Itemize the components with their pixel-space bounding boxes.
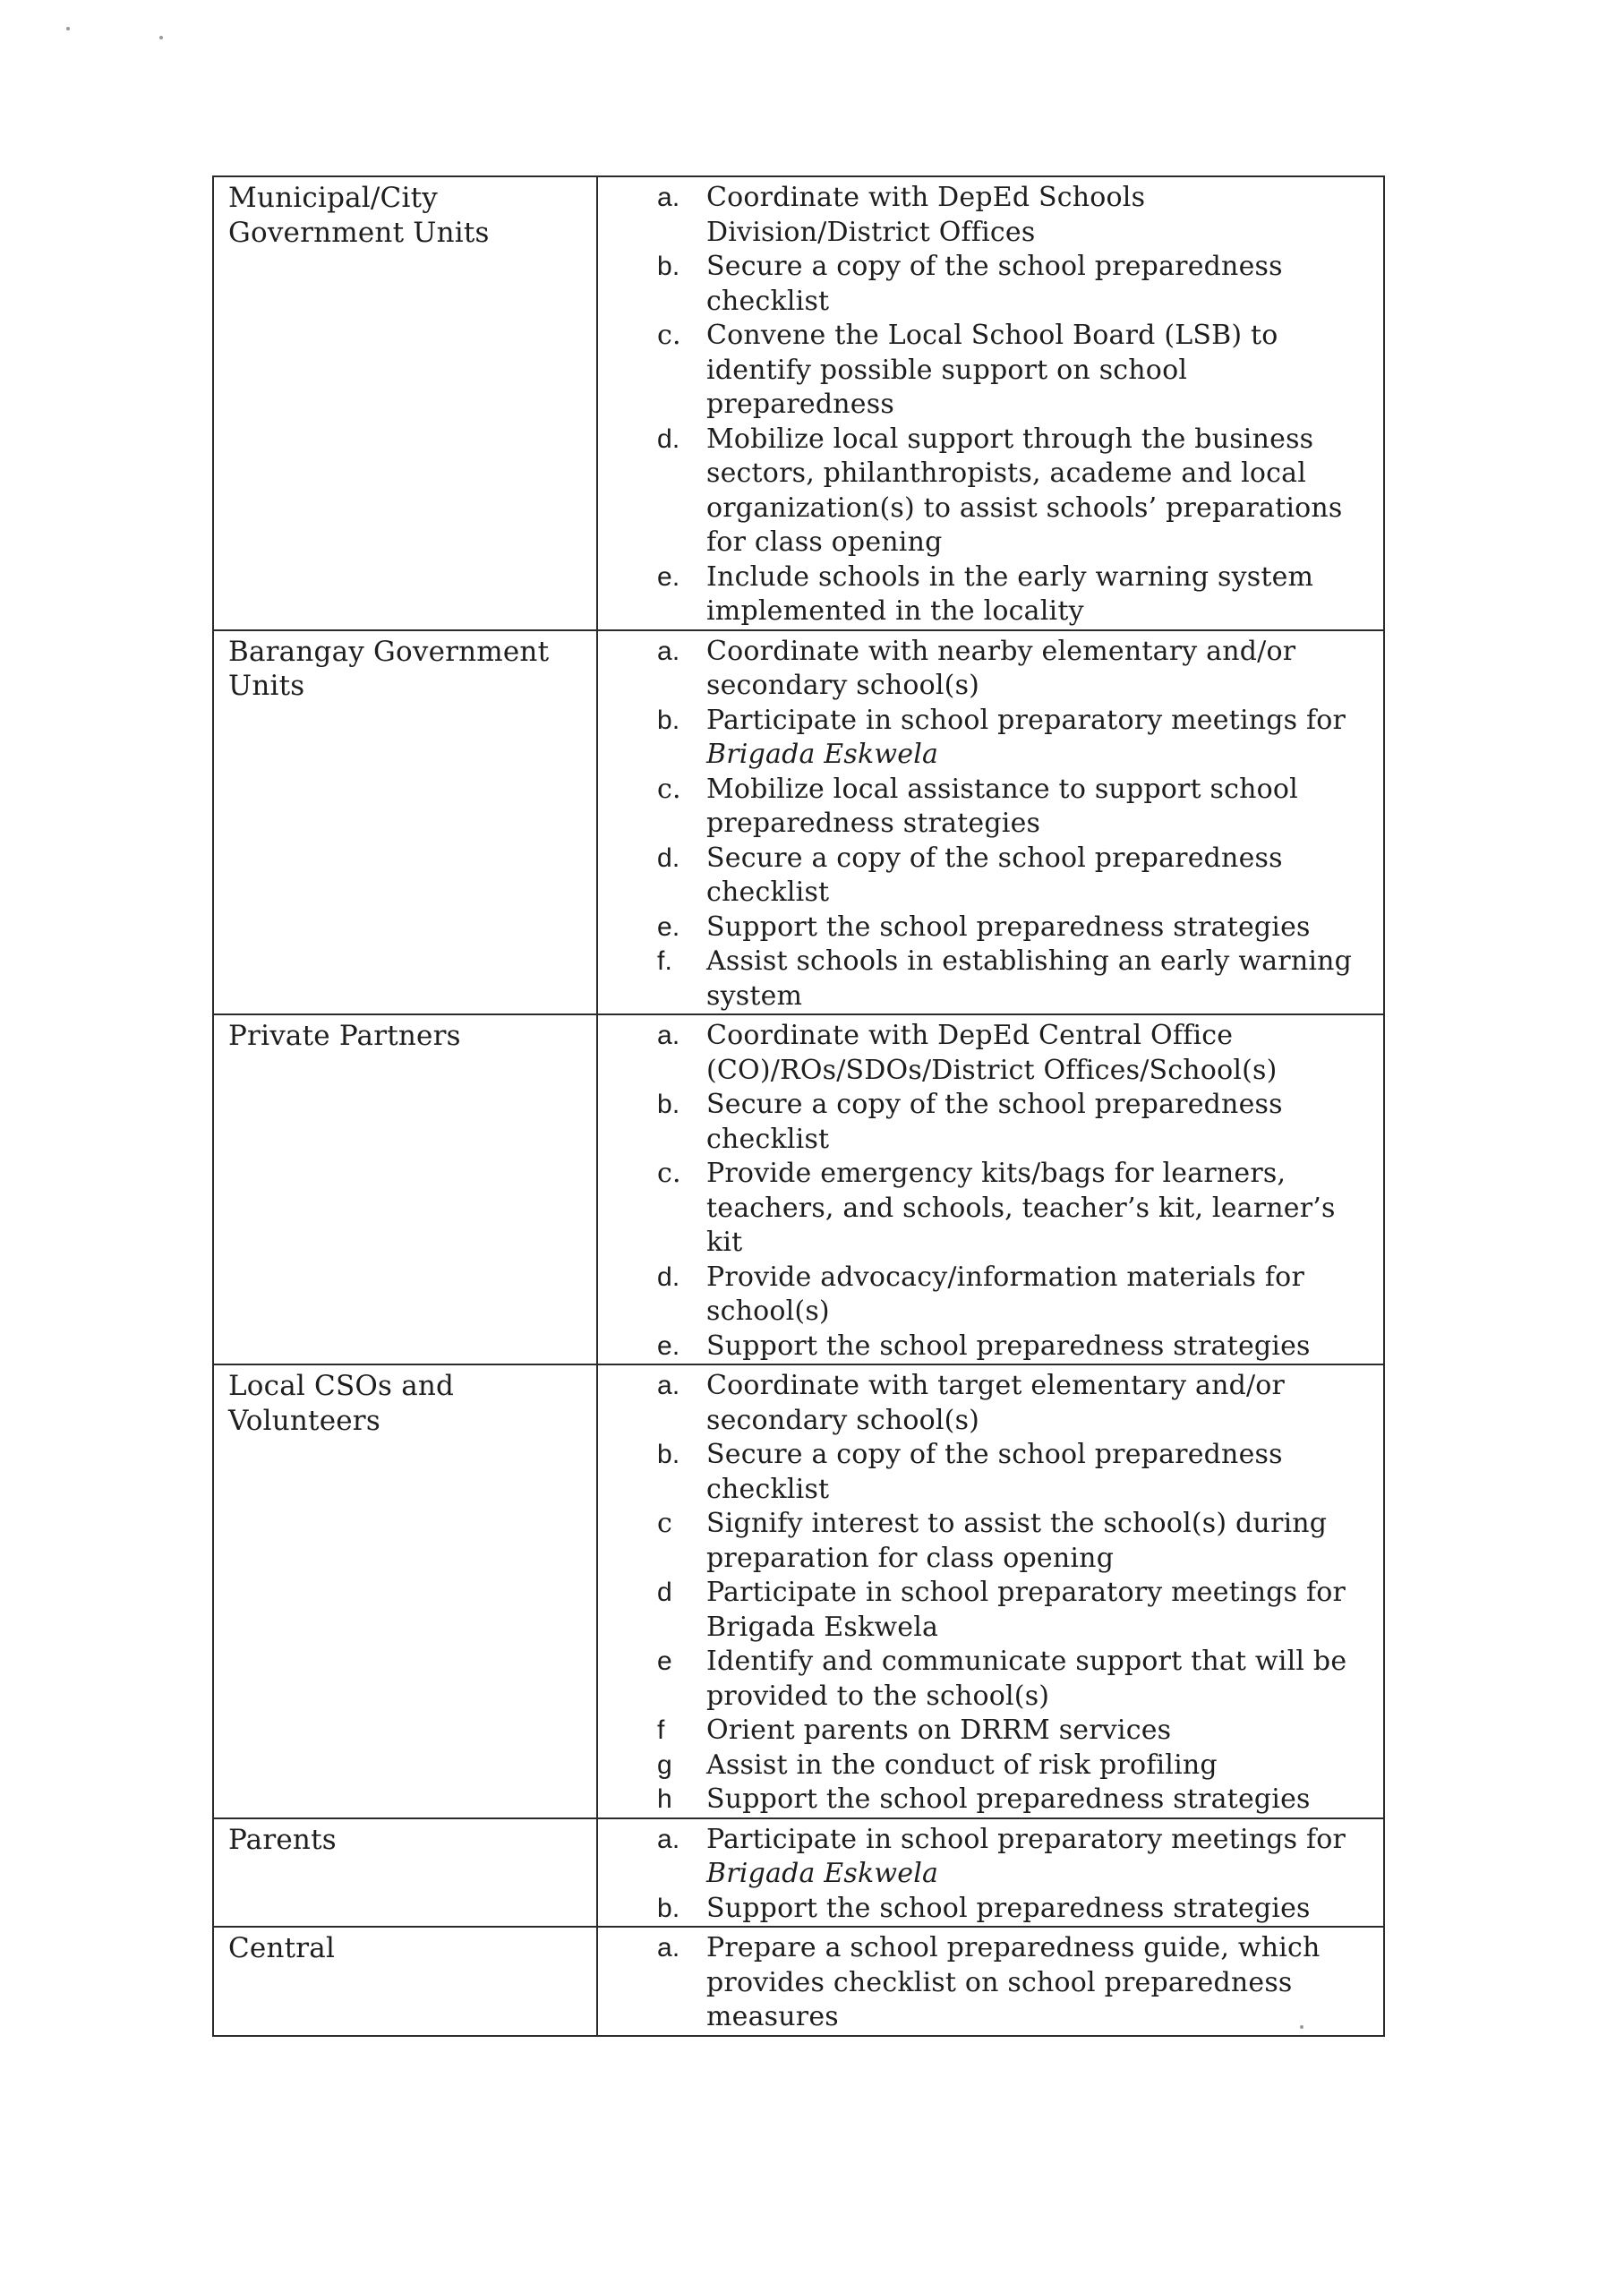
roles-table xyxy=(212,175,1385,2037)
duty-text: Coordinate with target elementary and/or secondary school(s) xyxy=(706,1370,1286,1436)
list-marker: a. xyxy=(657,1824,680,1854)
agency-cell: Barangay Government Units xyxy=(213,630,597,1015)
list-item xyxy=(598,1645,1383,1714)
list-marker: a. xyxy=(657,1021,680,1050)
agency-cell: Central xyxy=(213,1927,597,2036)
list-item xyxy=(598,911,1383,945)
duties-cell xyxy=(597,630,1384,1015)
duty-text: Signify interest to assist the school(s) during preparation for class opening xyxy=(706,1508,1328,1574)
duty-text: Identify and communicate support that will be provided to the school(s) xyxy=(706,1646,1347,1712)
list-item xyxy=(598,1507,1383,1576)
duty-text: Secure a copy of the school preparedness checklist xyxy=(706,251,1283,317)
list-item xyxy=(598,1576,1383,1645)
duty-text: Support the school preparedness strategies xyxy=(706,1330,1311,1362)
roles-table-body xyxy=(213,176,1384,2036)
list-item xyxy=(598,1931,1383,2035)
duty-text: Support the school preparedness strategies xyxy=(706,1892,1311,1924)
list-item xyxy=(598,842,1383,911)
duty-text: Coordinate with DepEd Central Office (CO)/ROs/SDOs/District Offices/School(s) xyxy=(706,1020,1278,1086)
duty-text: Secure a copy of the school preparedness checklist xyxy=(706,1089,1283,1155)
list-item xyxy=(598,250,1383,319)
list-item xyxy=(598,1369,1383,1438)
duty-text: Support the school preparedness strategies xyxy=(706,911,1311,943)
duty-list xyxy=(598,1369,1383,1817)
list-item xyxy=(598,181,1383,250)
list-item xyxy=(598,1019,1383,1088)
duty-text: Orient parents on DRRM services xyxy=(706,1715,1172,1746)
list-item xyxy=(598,1088,1383,1157)
list-marker: c xyxy=(657,1508,673,1539)
list-item xyxy=(598,704,1383,773)
duty-text: Mobilize local support through the business sectors, philanthropists, academe and local organization(s) to assist schools’ preparations for class opening xyxy=(706,423,1343,558)
list-item xyxy=(598,635,1383,704)
duty-list xyxy=(598,1931,1383,2035)
duty-text: Prepare a school preparedness guide, which provides checklist on school preparedness measures xyxy=(706,1932,1321,2032)
list-item xyxy=(598,1783,1383,1817)
duty-text: Provide emergency kits/bags for learners, teachers, and schools, teacher’s kit, learner’s kit xyxy=(706,1158,1336,1258)
duty-list xyxy=(598,1019,1383,1364)
duty-list xyxy=(598,1823,1383,1927)
scan-speck xyxy=(66,27,70,30)
list-marker: b. xyxy=(657,705,680,735)
list-marker: h xyxy=(657,1784,672,1814)
agency-cell: Private Partners xyxy=(213,1014,597,1364)
duty-text: Support the school preparedness strategies xyxy=(706,1783,1311,1815)
agency-cell: Local CSOs and Volunteers xyxy=(213,1364,597,1818)
duty-text: Include schools in the early warning system implemented in the locality xyxy=(706,560,1314,627)
list-item xyxy=(598,1330,1383,1364)
duty-text: Secure a copy of the school preparedness checklist xyxy=(706,1439,1283,1505)
list-marker: d. xyxy=(657,842,680,873)
duty-text: Participate in school preparatory meetings for xyxy=(706,1823,1346,1855)
list-item xyxy=(598,1749,1383,1783)
duty-emphasis: Brigada Eskwela xyxy=(706,739,939,770)
list-item xyxy=(598,1157,1383,1261)
list-marker: e xyxy=(657,1646,672,1676)
list-marker: d xyxy=(657,1578,672,1607)
list-item xyxy=(598,773,1383,842)
list-item xyxy=(598,319,1383,423)
list-marker: c. xyxy=(657,1158,681,1189)
list-marker: a. xyxy=(657,636,680,666)
list-item xyxy=(598,423,1383,560)
duty-list xyxy=(598,181,1383,629)
table-row xyxy=(213,1364,1384,1818)
duty-text: Mobilize local assistance to support school preparedness strategies xyxy=(706,773,1298,839)
table-row xyxy=(213,1014,1384,1364)
agency-cell: Municipal/City Government Units xyxy=(213,176,597,630)
list-marker: b. xyxy=(657,1090,680,1119)
table-row xyxy=(213,1818,1384,1928)
duty-text: Coordinate with DepEd Schools Division/District Offices xyxy=(706,182,1146,248)
list-item xyxy=(598,945,1383,1013)
duties-cell xyxy=(597,1927,1384,2036)
list-marker: b. xyxy=(657,1893,680,1923)
duty-text: Secure a copy of the school preparedness checklist xyxy=(706,842,1283,908)
scan-speck xyxy=(159,36,163,39)
duties-cell xyxy=(597,1818,1384,1928)
list-marker: f xyxy=(657,1715,665,1745)
duty-text: Convene the Local School Board (LSB) to identify possible support on school preparedness xyxy=(706,320,1278,420)
list-marker: a. xyxy=(657,1371,680,1400)
table-row xyxy=(213,630,1384,1015)
list-marker: b. xyxy=(657,1440,680,1469)
duty-emphasis: Brigada Eskwela xyxy=(706,1858,939,1889)
duty-text: Assist schools in establishing an early warning system xyxy=(706,945,1353,1012)
list-marker: g xyxy=(657,1749,672,1780)
list-item xyxy=(598,1261,1383,1330)
list-marker: a. xyxy=(657,1933,680,1963)
list-item xyxy=(598,560,1383,629)
agency-cell: Parents xyxy=(213,1818,597,1928)
list-marker: e. xyxy=(657,911,680,942)
duty-list xyxy=(598,635,1383,1014)
duties-cell xyxy=(597,176,1384,630)
list-marker: c. xyxy=(657,320,681,351)
list-marker: c. xyxy=(657,773,681,805)
list-marker: d. xyxy=(657,1261,680,1292)
list-marker: d. xyxy=(657,423,680,454)
duties-cell xyxy=(597,1014,1384,1364)
list-item xyxy=(598,1714,1383,1749)
duty-text: Participate in school preparatory meetings for xyxy=(706,704,1346,736)
list-item xyxy=(598,1823,1383,1892)
list-item xyxy=(598,1438,1383,1507)
duty-text: Provide advocacy/information materials for school(s) xyxy=(706,1261,1304,1327)
duty-text: Assist in the conduct of risk profiling xyxy=(706,1749,1218,1781)
list-item xyxy=(598,1892,1383,1927)
duty-text: Participate in school preparatory meetings for Brigada Eskwela xyxy=(706,1577,1346,1643)
table-row xyxy=(213,176,1384,630)
list-marker: e. xyxy=(657,1330,680,1361)
list-marker: a. xyxy=(657,183,680,212)
table-row xyxy=(213,1927,1384,2036)
duties-cell xyxy=(597,1364,1384,1818)
list-marker: e. xyxy=(657,561,680,592)
list-marker: f. xyxy=(657,946,673,976)
list-marker: b. xyxy=(657,252,680,281)
duty-text: Coordinate with nearby elementary and/or secondary school(s) xyxy=(706,635,1296,701)
